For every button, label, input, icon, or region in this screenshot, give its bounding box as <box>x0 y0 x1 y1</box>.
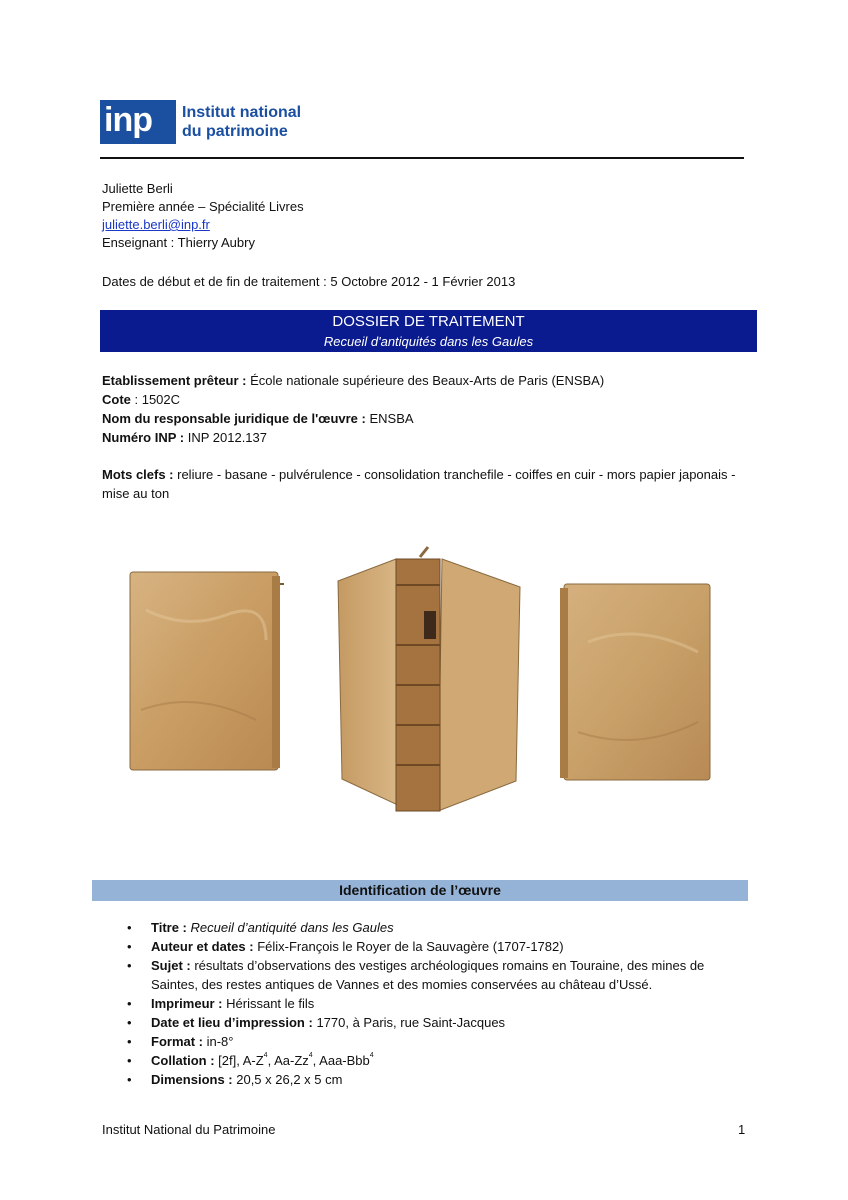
logo-text <box>182 103 301 141</box>
collation-part-a: [2f], A-Z <box>214 1053 264 1068</box>
list-item <box>125 1051 745 1070</box>
print-date-label: Date et lieu d’impression : <box>151 1015 313 1030</box>
title-value: Recueil d’antiquité dans les Gaules <box>190 920 394 935</box>
inp-logo <box>100 100 301 144</box>
header-rule <box>100 157 744 159</box>
list-item <box>125 1032 745 1051</box>
dimensions-value: 20,5 x 26,2 x 5 cm <box>232 1072 343 1087</box>
format-value: in-8° <box>203 1034 234 1049</box>
author-year: Première année – Spécialité Livres <box>102 199 304 214</box>
inp-number-line <box>102 428 742 447</box>
dimensions-label: Dimensions : <box>151 1072 233 1087</box>
inp-number-label: Numéro INP : <box>102 430 185 445</box>
author-value: Félix-François le Royer de la Sauvagère (1707-1782) <box>253 939 564 954</box>
logo-abbr: inp <box>100 100 176 144</box>
logo-line-2: du patrimoine <box>182 123 288 140</box>
cote-label: Cote <box>102 392 131 407</box>
responsible-label: Nom du responsable juridique de l'œuvre : <box>102 411 366 426</box>
responsible-line <box>102 409 742 428</box>
keywords-label: Mots clefs : <box>102 467 174 482</box>
printer-value: Hérissant le fils <box>222 996 315 1011</box>
treatment-dates: Dates de début et de fin de traitement : 5 Octobre 2012 - 1 Février 2013 <box>102 274 516 289</box>
dossier-banner <box>100 310 757 352</box>
book-front-cover-image <box>126 570 286 772</box>
keywords <box>102 465 742 503</box>
inp-number-value: INP 2012.137 <box>184 430 267 445</box>
list-item <box>125 956 745 994</box>
responsible-value: ENSBA <box>365 411 414 426</box>
banner-title: DOSSIER DE TRAITEMENT <box>332 313 525 330</box>
collation-sup-1: 4 <box>263 1052 268 1059</box>
lender-value: École nationale supérieure des Beaux-Arts de Paris (ENSBA) <box>246 373 605 388</box>
banner-subtitle: Recueil d'antiquités dans les Gaules <box>323 334 534 349</box>
collation-label: Collation : <box>151 1053 215 1068</box>
list-item <box>125 937 745 956</box>
lender-label: Etablissement prêteur : <box>102 373 247 388</box>
page-number: 1 <box>738 1122 746 1137</box>
teacher: Enseignant : Thierry Aubry <box>102 235 255 250</box>
collation-part-b: , Aa-Zz <box>267 1053 309 1068</box>
footer-institution: Institut National du Patrimoine <box>102 1122 276 1137</box>
collation-sup-2: 4 <box>308 1052 313 1059</box>
author-name: Juliette Berli <box>102 181 173 196</box>
details-block <box>102 371 742 447</box>
print-date-value: 1770, à Paris, rue Saint-Jacques <box>312 1015 506 1030</box>
title-label: Titre : <box>151 920 187 935</box>
cote-line <box>102 390 742 409</box>
author-label: Auteur et dates : <box>151 939 254 954</box>
keywords-value: reliure - basane - pulvérulence - consolidation tranchefile - coiffes en cuir - mors papier japonais - mise au ton <box>102 467 736 501</box>
list-item <box>125 994 745 1013</box>
subject-label: Sujet : <box>151 958 191 973</box>
format-label: Format : <box>151 1034 203 1049</box>
cote-value: : 1502C <box>130 392 181 407</box>
book-back-cover-image <box>558 582 714 782</box>
collation-part-c: , Aaa-Bbb <box>312 1053 370 1068</box>
lender-line <box>102 371 742 390</box>
identification-list <box>125 918 745 1089</box>
collation-sup-3: 4 <box>369 1052 374 1059</box>
subject-value: résultats d’observations des vestiges archéologiques romains en Touraine, des mines de Saintes, des restes antiques de Vannes et des momies conservées au château d’Ussé. <box>151 958 705 992</box>
list-item <box>125 918 745 937</box>
section-identification-title: Identification de l’œuvre <box>92 880 748 901</box>
list-item <box>125 1013 745 1032</box>
author-email-link[interactable]: juliette.berli@inp.fr <box>102 217 210 232</box>
book-spine-image <box>334 545 524 813</box>
list-item <box>125 1070 745 1089</box>
logo-line-1: Institut national <box>182 104 302 121</box>
printer-label: Imprimeur : <box>151 996 223 1011</box>
author-email-line <box>102 216 210 234</box>
